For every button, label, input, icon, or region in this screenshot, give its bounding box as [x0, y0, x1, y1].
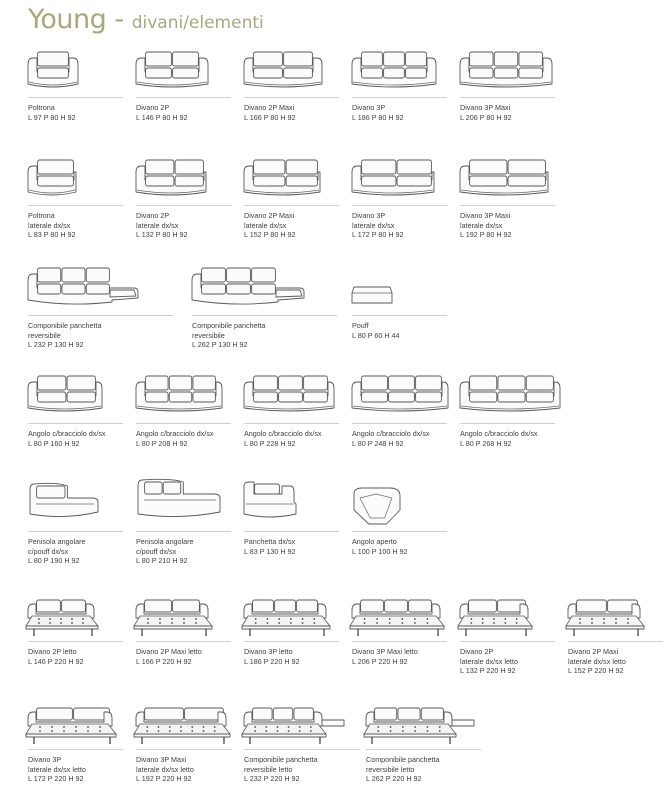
item-divider: [136, 531, 231, 532]
item-label: [352, 647, 418, 666]
item-dimensions: L 186 P 220 H 92: [244, 656, 300, 666]
item-label: [366, 755, 440, 784]
item-label: [136, 755, 194, 784]
item-label: [460, 647, 518, 676]
item-label: [244, 755, 318, 784]
item-dimensions: L 97 P 80 H 92: [28, 112, 76, 122]
angolo-160-drawing: [28, 374, 102, 414]
penisola-190-drawing: [28, 480, 100, 520]
item-divider: [460, 97, 555, 98]
divano-3p-maxi-laterale-drawing: [460, 158, 548, 198]
item-label: [244, 537, 296, 556]
item-divider: [244, 531, 339, 532]
item-dimensions: L 166 P 80 H 92: [244, 112, 296, 122]
item-divider: [352, 423, 447, 424]
item-label: [352, 429, 430, 448]
item-dimensions: L 166 P 220 H 92: [136, 656, 192, 666]
item-label: [352, 211, 404, 240]
item-divider: [352, 205, 447, 206]
item-name: Angolo c/bracciolo dx/sx: [136, 429, 214, 438]
item-label: [460, 429, 538, 448]
item-name: Componibile panchetta: [192, 321, 266, 330]
item-dimensions: L 80 P 60 H 44: [352, 330, 400, 340]
item-label: [136, 211, 188, 240]
item-name: Pouff: [352, 321, 369, 330]
item-label: [136, 429, 214, 448]
item-dimensions: L 206 P 80 H 92: [460, 112, 512, 122]
item-name: Componibile panchetta: [28, 321, 102, 330]
item-name: reversibile: [192, 330, 225, 340]
item-name: laterale dx/sx letto: [568, 656, 626, 666]
item-name: Divano 3P Maxi: [136, 755, 187, 764]
item-divider: [352, 641, 447, 642]
item-label: [28, 429, 106, 448]
item-label: [28, 755, 86, 784]
item-label: [136, 647, 202, 666]
item-divider: [244, 641, 339, 642]
item-dimensions: L 262 P 130 H 92: [192, 340, 248, 350]
divano-2p-maxi-laterale-drawing: [244, 158, 320, 198]
angolo-208-drawing: [136, 374, 222, 414]
item-name: Divano 2P Maxi letto: [136, 647, 202, 656]
item-divider: [136, 641, 231, 642]
divano-2p-letto-drawing: [28, 598, 94, 638]
item-name: Poltrona: [28, 103, 55, 112]
item-name: Divano 3P Maxi letto: [352, 647, 418, 656]
item-divider: [352, 97, 447, 98]
divano-2p-maxi-laterale-letto-drawing: [568, 598, 640, 638]
item-divider: [244, 423, 339, 424]
item-dimensions: L 80 P 210 H 92: [136, 556, 188, 566]
divano-2p-maxi-letto-drawing: [136, 598, 208, 638]
item-divider: [352, 531, 447, 532]
pouff-drawing: [352, 283, 392, 305]
item-name: laterale dx/sx: [136, 220, 179, 230]
poltrona-laterale-drawing: [28, 158, 76, 198]
item-dimensions: L 80 P 248 H 92: [352, 438, 404, 448]
item-label: [28, 103, 76, 122]
item-label: [460, 211, 512, 240]
item-dimensions: L 80 P 208 H 92: [136, 438, 188, 448]
item-label: [136, 103, 188, 122]
item-dimensions: L 80 P 228 H 92: [244, 438, 296, 448]
item-name: Panchetta dx/sx: [244, 537, 296, 546]
item-divider: [136, 749, 231, 750]
item-divider: [28, 641, 123, 642]
item-divider: [28, 205, 123, 206]
item-dimensions: L 80 P 268 H 92: [460, 438, 512, 448]
componibile-232-letto-drawing: [244, 706, 344, 746]
divano-3p-laterale-drawing: [352, 158, 434, 198]
item-label: [352, 103, 404, 122]
item-name: Angolo c/bracciolo dx/sx: [28, 429, 106, 438]
componibile-232-drawing: [28, 266, 138, 306]
item-divider: [366, 749, 481, 750]
divano-3p-laterale-letto-drawing: [28, 706, 112, 746]
item-divider: [192, 315, 337, 316]
item-name: Componibile panchetta: [244, 755, 318, 764]
divano-2p-laterale-letto-drawing: [460, 598, 528, 638]
item-label: [352, 537, 408, 556]
angolo-228-drawing: [244, 374, 334, 414]
item-label: [136, 537, 194, 566]
item-label: [568, 647, 626, 676]
item-name: Divano 3P Maxi: [460, 103, 511, 112]
angolo-248-drawing: [352, 374, 448, 414]
item-label: [244, 211, 296, 240]
item-name: Divano 2P: [460, 647, 494, 656]
item-dimensions: L 132 P 80 H 92: [136, 230, 188, 240]
item-dimensions: L 80 P 160 H 92: [28, 438, 80, 448]
item-name: Angolo c/bracciolo dx/sx: [460, 429, 538, 438]
item-dimensions: L 192 P 80 H 92: [460, 230, 512, 240]
item-name: Divano 3P: [28, 755, 62, 764]
item-divider: [568, 641, 663, 642]
item-divider: [244, 97, 339, 98]
item-name: reversibile letto: [366, 764, 415, 774]
item-label: [28, 647, 84, 666]
item-name: laterale dx/sx letto: [460, 656, 518, 666]
divano-2p-drawing: [136, 50, 208, 90]
item-name: laterale dx/sx: [244, 220, 287, 230]
item-name: laterale dx/sx letto: [28, 764, 86, 774]
item-divider: [460, 641, 555, 642]
divano-2p-laterale-drawing: [136, 158, 206, 198]
poltrona-drawing: [28, 50, 78, 90]
item-label: [244, 647, 300, 666]
panchetta-drawing: [244, 480, 296, 520]
item-name: Divano 2P: [136, 211, 170, 220]
title-main: Young -: [28, 4, 132, 35]
divano-3p-letto-drawing: [244, 598, 326, 638]
angolo-268-drawing: [460, 374, 560, 414]
item-divider: [352, 315, 447, 316]
item-name: Divano 3P Maxi: [460, 211, 511, 220]
item-dimensions: L 132 P 220 H 92: [460, 666, 516, 676]
item-divider: [460, 205, 555, 206]
item-divider: [28, 423, 123, 424]
item-label: [192, 321, 266, 350]
item-dimensions: L 152 P 80 H 92: [244, 230, 296, 240]
item-dimensions: L 186 P 80 H 92: [352, 112, 404, 122]
item-dimensions: L 146 P 220 H 92: [28, 656, 84, 666]
componibile-262-letto-drawing: [366, 706, 474, 746]
item-divider: [28, 531, 123, 532]
divano-2p-maxi-drawing: [244, 50, 322, 90]
item-divider: [136, 205, 231, 206]
item-divider: [28, 97, 123, 98]
item-name: c/pouff dx/sx: [136, 546, 177, 556]
item-label: [460, 103, 512, 122]
item-label: [352, 321, 400, 340]
divano-3p-drawing: [352, 50, 436, 90]
item-dimensions: L 232 P 220 H 92: [244, 774, 300, 784]
angolo-aperto-drawing: [352, 486, 400, 526]
item-name: Divano 3P: [352, 103, 386, 112]
item-name: Angolo c/bracciolo dx/sx: [244, 429, 322, 438]
item-name: reversibile letto: [244, 764, 293, 774]
item-dimensions: L 192 P 220 H 92: [136, 774, 192, 784]
item-name: Divano 2P letto: [28, 647, 77, 656]
item-name: laterale dx/sx letto: [136, 764, 194, 774]
item-name: Penisola angolare: [28, 537, 86, 546]
item-name: Divano 3P letto: [244, 647, 293, 656]
item-name: Divano 2P Maxi: [568, 647, 619, 656]
item-name: Divano 2P Maxi: [244, 211, 295, 220]
item-name: Componibile panchetta: [366, 755, 440, 764]
item-divider: [136, 97, 231, 98]
item-divider: [28, 315, 173, 316]
item-name: reversibile: [28, 330, 61, 340]
item-name: Penisola angolare: [136, 537, 194, 546]
item-name: c/pouff dx/sx: [28, 546, 69, 556]
item-name: Divano 2P Maxi: [244, 103, 295, 112]
divano-3p-maxi-laterale-letto-drawing: [136, 706, 226, 746]
item-name: Divano 3P: [352, 211, 386, 220]
divano-3p-maxi-letto-drawing: [352, 598, 440, 638]
item-dimensions: L 83 P 80 H 92: [28, 230, 76, 240]
item-dimensions: L 206 P 220 H 92: [352, 656, 408, 666]
item-name: Poltrona: [28, 211, 55, 220]
item-dimensions: L 152 P 220 H 92: [568, 666, 624, 676]
item-divider: [244, 749, 359, 750]
item-dimensions: L 172 P 220 H 92: [28, 774, 84, 784]
componibile-262-drawing: [192, 266, 304, 306]
item-dimensions: L 146 P 80 H 92: [136, 112, 188, 122]
item-dimensions: L 83 P 130 H 92: [244, 546, 296, 556]
item-dimensions: L 172 P 80 H 92: [352, 230, 404, 240]
item-name: laterale dx/sx: [28, 220, 71, 230]
item-divider: [244, 205, 339, 206]
item-dimensions: L 232 P 130 H 92: [28, 340, 84, 350]
item-label: [28, 321, 102, 350]
item-label: [28, 537, 86, 566]
item-name: Angolo aperto: [352, 537, 397, 546]
item-dimensions: L 80 P 190 H 92: [28, 556, 80, 566]
item-label: [28, 211, 76, 240]
item-divider: [28, 749, 123, 750]
divano-3p-maxi-drawing: [460, 50, 552, 90]
title-sub: divani/elementi: [131, 13, 264, 33]
penisola-210-drawing: [136, 476, 222, 520]
item-name: laterale dx/sx: [460, 220, 503, 230]
item-name: Angolo c/bracciolo dx/sx: [352, 429, 430, 438]
item-name: Divano 2P: [136, 103, 170, 112]
item-divider: [136, 423, 231, 424]
page-title: [28, 4, 264, 35]
item-divider: [460, 423, 555, 424]
item-name: laterale dx/sx: [352, 220, 395, 230]
item-dimensions: L 100 P 100 H 92: [352, 546, 408, 556]
item-label: [244, 429, 322, 448]
item-label: [244, 103, 296, 122]
item-dimensions: L 262 P 220 H 92: [366, 774, 422, 784]
